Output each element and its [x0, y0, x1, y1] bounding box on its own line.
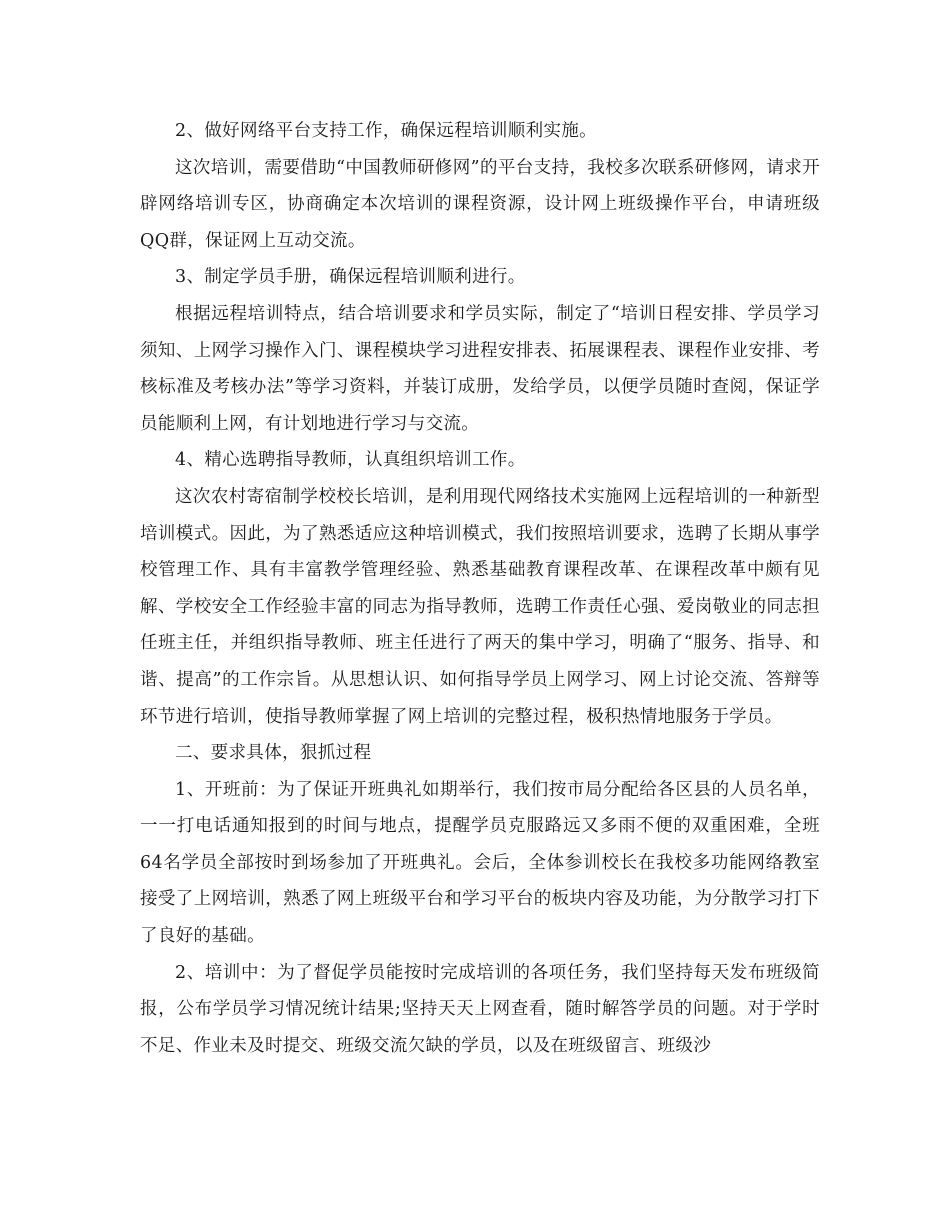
section-heading-platform-support: 2、做好网络平台支持工作，确保远程培训顺利实施。 [175, 121, 598, 141]
section-heading-select-teachers: 4、精心选聘指导教师，认真组织培训工作。 [175, 450, 526, 471]
body-paragraph: 2、培训中：为了督促学员能按时完成培训的各项任务，我们坚持每天发布班级简报，公布学员学习情况统计结果;坚持天天上网查看，随时解答学员的问题。对于学时不足、作业未及时提交、班级交流欠缺的学员，以及在班级留言、班级沙 [140, 962, 820, 1056]
body-paragraph: 根据远程培训特点，结合培训要求和学员实际，制定了“培训日程安排、学员学习须知、上网学习操作入门、课程模块学习进程安排表、拓展课程表、课程作业安排、考核标准及考核办法”等学习资料，并装订成册，发给学员，以便学员随时查阅，保证学员能顺利上网，有计划地进行学习与交流。 [140, 303, 820, 434]
body-paragraph: 1、开班前：为了保证开班典礼如期举行，我们按市局分配给各区县的人员名单，一一打电话通知报到的时间与地点，提醒学员克服路远又多雨不便的双重困难，全班64名学员全部按时到场参加了开班典礼。会后，全体参训校长在我校多功能网络教室接受了上网培训，熟悉了网上班级平台和学习平台的板块内容及功能，为分散学习打下了良好的基础。 [140, 779, 820, 947]
body-paragraph: 这次培训，需要借助“中国教师研修网”的平台支持，我校多次联系研修网，请求开辟网络培训专区，协商确定本次培训的课程资源，设计网上班级操作平台，申请班级QQ群，保证网上互动交流。 [140, 157, 820, 251]
body-paragraph: 这次农村寄宿制学校校长培训，是利用现代网络技术实施网上远程培训的一种新型培训模式。因此，为了熟悉适应这种培训模式，我们按照培训要求，选聘了长期从事学校管理工作、具有丰富教学管理经验、熟悉基础教育课程改革、在课程改革中颇有见解、学校安全工作经验丰富的同志为指导教师，选聘工作责任心强、爱岗敬业的同志担任班主任，并组织指导教师、班主任进行了两天的集中学习，明确了“服务、指导、和谐、提高”的工作宗旨。从思想认识、如何指导学员上网学习、网上讨论交流、答辩等环节进行培训，使指导教师掌握了网上培训的完整过程，极积热情地服务于学员。 [140, 486, 820, 727]
section-heading-requirements: 二、要求具体，狠抓过程 [175, 743, 372, 764]
section-heading-student-handbook: 3、制定学员手册，确保远程培训顺利进行。 [175, 267, 526, 288]
document-body [140, 113, 820, 1064]
